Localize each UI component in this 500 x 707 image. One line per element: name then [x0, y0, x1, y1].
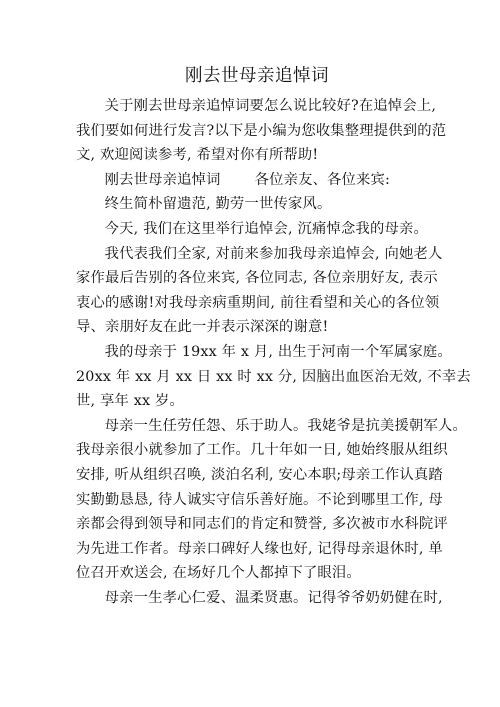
couplet-line: 终生简朴留遗范, 勤劳一世传家风。 [104, 196, 332, 213]
document-title: 刚去世母亲追悼词 [185, 66, 329, 86]
paragraph-3 [76, 340, 452, 365]
paragraph-4-cont [76, 438, 448, 586]
text-line: 我们要如何进行发言?以下是小编为您收集整理提供到的范 [76, 122, 447, 139]
speech-heading [76, 168, 438, 193]
text-line: 我代表我们全家, 对前来参加我母亲追悼会, 向她老人 [104, 245, 443, 262]
paragraph-2 [76, 242, 443, 267]
text-line: 母亲一生任劳任怨、乐于助人。我姥爷是抗美援朝军人。 [104, 417, 468, 434]
intro-paragraph-cont [76, 119, 447, 168]
text-line: 关于刚去世母亲追悼词要怎么说比较好?在追悼会上, [104, 98, 437, 114]
text-line: 安排, 听从组织召唤, 淡泊名利, 安心本职;母亲工作认真踏 [76, 466, 443, 483]
salutation: 各位亲友、各位来宾: [254, 171, 391, 188]
paragraph-3-cont [76, 365, 471, 414]
text-line: 家作最后告别的各位来宾, 各位同志, 各位亲朋好友, 表示 [76, 270, 438, 287]
text-line: 实勤勤恳恳, 待人诚实守信乐善好施。不论到哪里工作, 母 [76, 491, 443, 508]
text-line: 为先进工作者。母亲口碑好人缘也好, 记得母亲退休时, 单 [76, 540, 443, 557]
paragraph-2-cont [76, 266, 438, 340]
text-line: 20xx 年 xx 月 xx 日 xx 时 xx 分, 因脑出血医治无效, 不幸去 [76, 368, 471, 385]
intro-paragraph [76, 94, 438, 119]
speech-heading-title: 刚去世母亲追悼词 [104, 171, 221, 188]
text-line: 母亲一生孝心仁爱、温柔贤惠。记得爷爷奶奶健在时, [104, 589, 443, 606]
paragraph-1: 今天, 我们在这里举行追悼会, 沉痛悼念我的母亲。 [104, 220, 429, 237]
text-line: 导、亲朋好友在此一并表示深深的谢意! [76, 319, 329, 336]
text-line: 亲都会得到领导和同志们的肯定和赞誉, 多次被市水科院评 [76, 516, 448, 533]
text-line: 世, 享年 xx 岁。 [76, 393, 184, 410]
text-line: 文, 欢迎阅读参考, 希望对你有所帮助! [76, 147, 319, 164]
paragraph-4 [76, 414, 468, 439]
text-line: 衷心的感谢!对我母亲病重期间, 前往看望和关心的各位领 [76, 294, 440, 311]
paragraph-5 [76, 586, 443, 611]
text-line: 我的母亲于 19xx 年 x 月, 出生于河南一个军属家庭。 [104, 343, 452, 360]
text-line: 我母亲很小就参加了工作。几十年如一日, 她始终服从组织 [76, 442, 448, 459]
text-line: 位召开欢送会, 在场好几个人都掉下了眼泪。 [76, 565, 361, 582]
